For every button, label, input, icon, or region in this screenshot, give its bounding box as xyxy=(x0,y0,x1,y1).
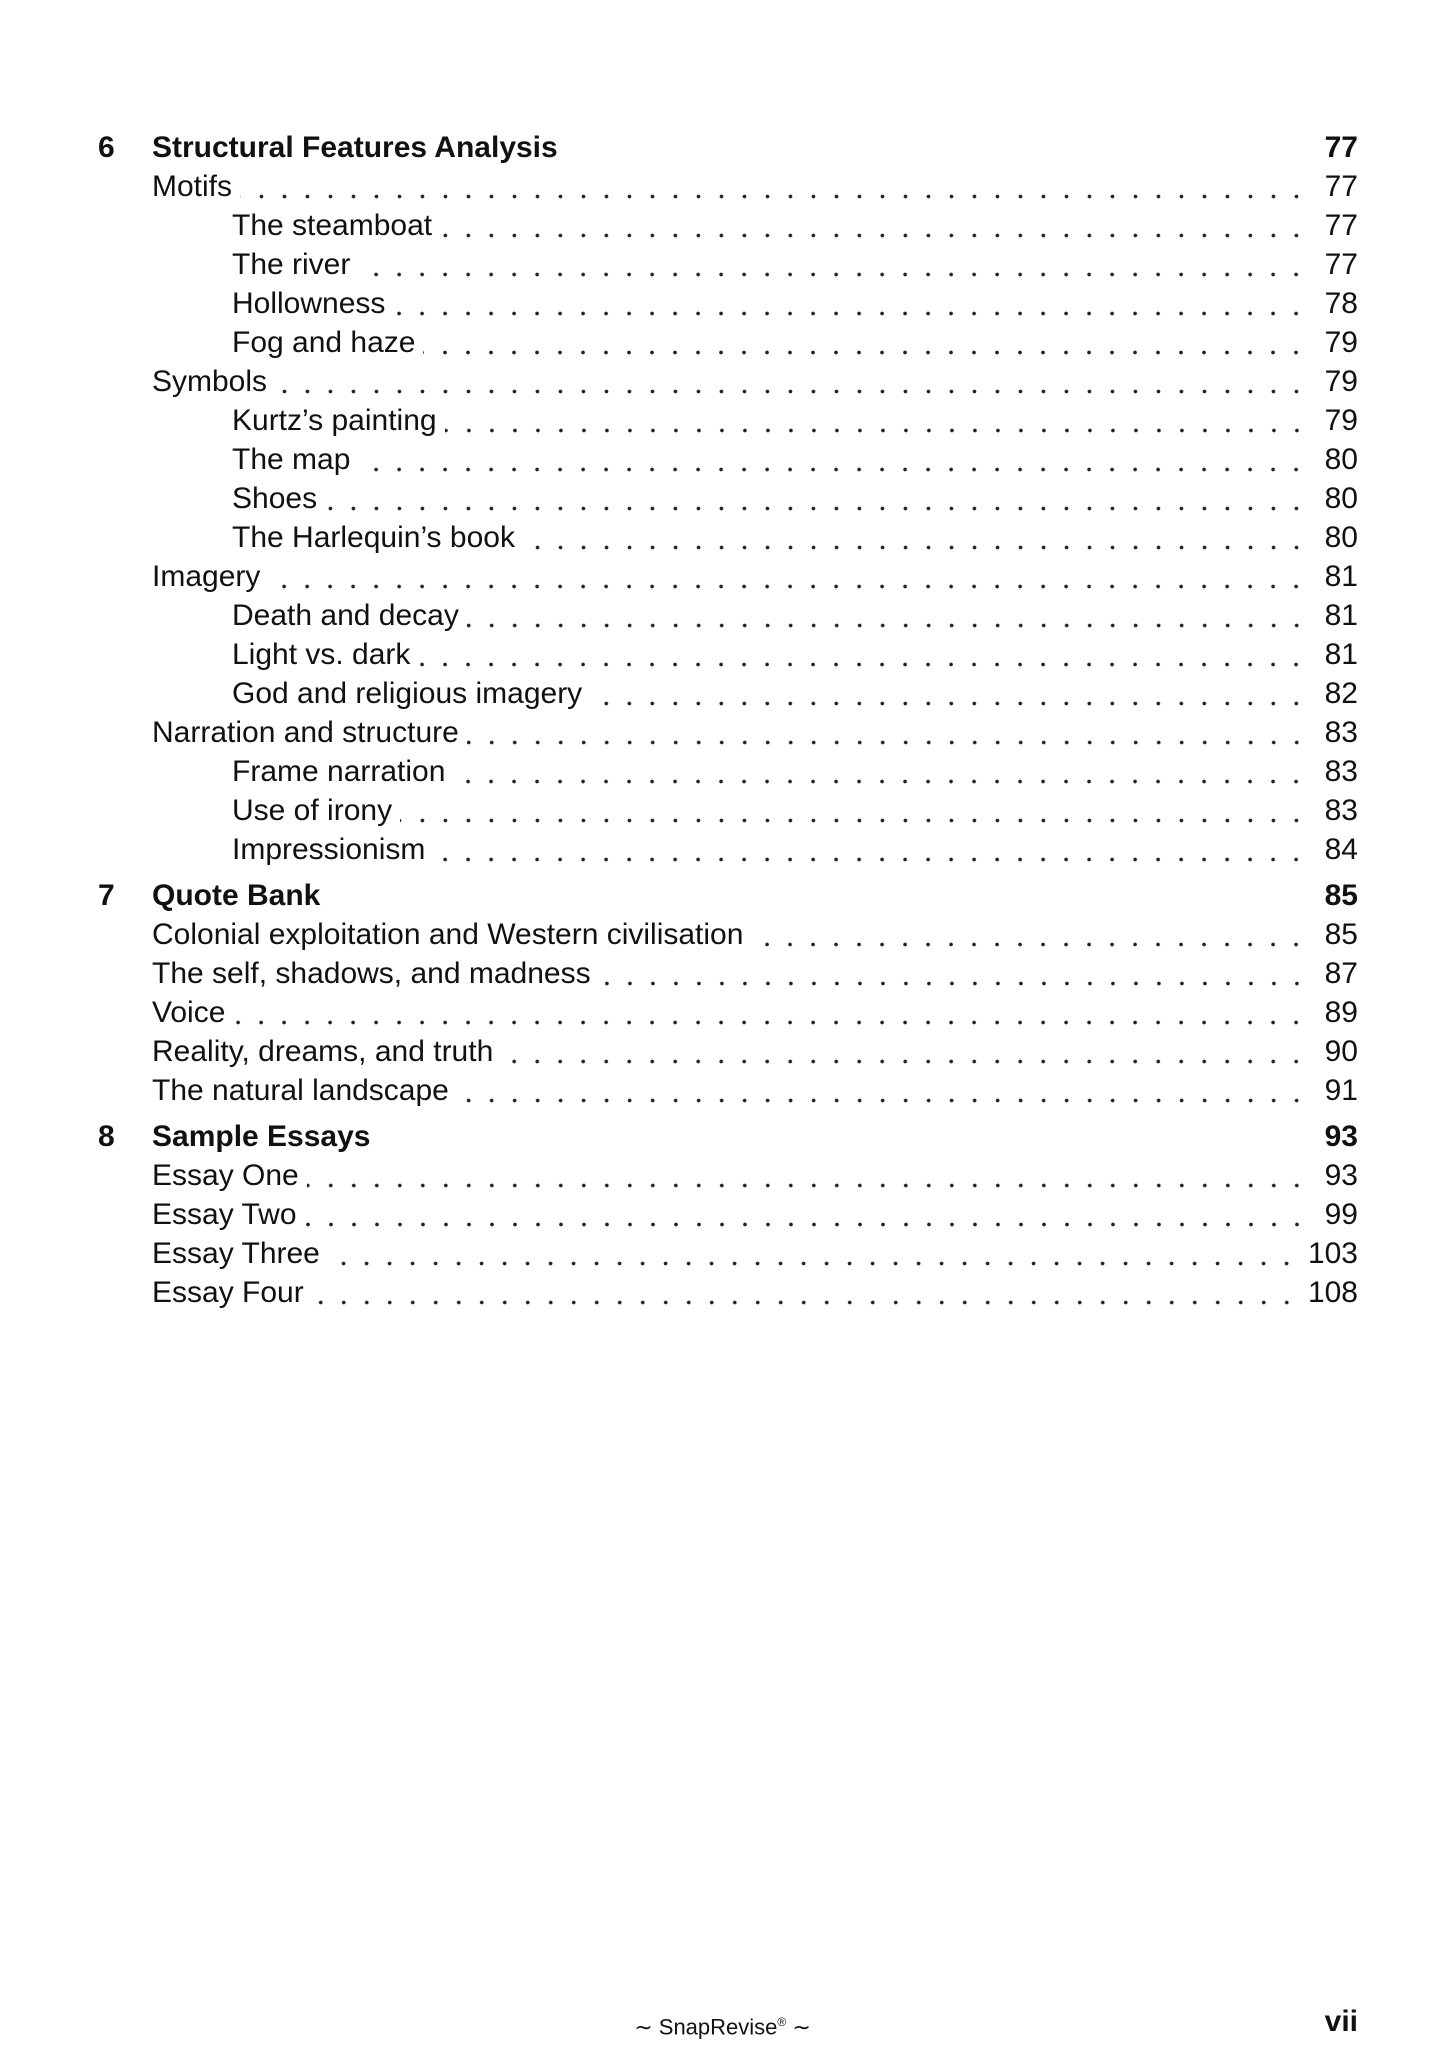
dot-leader xyxy=(275,362,1308,401)
entry-page-number: 82 xyxy=(1324,677,1358,710)
toc-subsection-entry[interactable] xyxy=(98,791,1358,830)
entry-page-number: 83 xyxy=(1324,755,1358,788)
dot-leader xyxy=(440,206,1308,245)
toc-subsection-entry[interactable] xyxy=(98,479,1358,518)
dot-leader xyxy=(325,479,1308,518)
entry-title: Frame narration xyxy=(232,752,453,791)
toc-subsection-entry[interactable] xyxy=(98,518,1358,557)
entry-page-number: 108 xyxy=(1307,1276,1358,1309)
entry-title: The Harlequin’s book xyxy=(232,518,523,557)
toc-section-entry[interactable] xyxy=(98,915,1358,954)
entry-title: Colonial exploitation and Western civilisation xyxy=(152,915,751,954)
dot-leader xyxy=(312,1273,1298,1312)
entry-title: Shoes xyxy=(232,479,325,518)
toc-section-entry[interactable] xyxy=(98,1234,1358,1273)
entry-page-number: 77 xyxy=(1324,248,1358,281)
toc-subsection-entry[interactable] xyxy=(98,596,1358,635)
registered-mark: ® xyxy=(777,2015,787,2029)
toc-subsection-entry[interactable] xyxy=(98,752,1358,791)
entry-page-number: 81 xyxy=(1324,560,1358,593)
toc-subsection-entry[interactable] xyxy=(98,284,1358,323)
footer-brand-tilde: ∼ xyxy=(786,2014,811,2040)
toc-chapter-heading[interactable] xyxy=(98,876,1358,915)
entry-title: Kurtz’s painting xyxy=(232,401,445,440)
entry-page-number: 80 xyxy=(1324,521,1358,554)
dot-leader xyxy=(599,954,1308,993)
entry-title: Imagery xyxy=(152,557,268,596)
dot-leader xyxy=(233,993,1308,1032)
entry-page-number: 87 xyxy=(1324,957,1358,990)
entry-title: Essay Two xyxy=(152,1195,305,1234)
entry-page-number: 77 xyxy=(1324,170,1358,203)
chapter-page-number: 93 xyxy=(1324,1120,1358,1153)
entry-title: Impressionism xyxy=(232,830,433,869)
entry-title: Light vs. dark xyxy=(232,635,418,674)
entry-title: The natural landscape xyxy=(152,1071,457,1110)
dot-leader xyxy=(453,752,1308,791)
toc-subsection-entry[interactable] xyxy=(98,674,1358,713)
toc-section-entry[interactable] xyxy=(98,1156,1358,1195)
entry-page-number: 79 xyxy=(1324,404,1358,437)
entry-title: Fog and haze xyxy=(232,323,423,362)
entry-page-number: 80 xyxy=(1324,482,1358,515)
toc-subsection-entry[interactable] xyxy=(98,206,1358,245)
toc-subsection-entry[interactable] xyxy=(98,440,1358,479)
toc-section-entry[interactable] xyxy=(98,362,1358,401)
entry-title: Hollowness xyxy=(232,284,393,323)
chapter-page-number: 85 xyxy=(1324,879,1358,912)
dot-leader xyxy=(457,1071,1308,1110)
entry-title: Essay Three xyxy=(152,1234,328,1273)
dot-leader xyxy=(328,1234,1298,1273)
entry-page-number: 89 xyxy=(1324,996,1358,1029)
entry-title: Motifs xyxy=(152,167,240,206)
entry-page-number: 91 xyxy=(1324,1074,1358,1107)
table-of-contents xyxy=(98,128,1358,1312)
dot-leader xyxy=(467,596,1308,635)
page-footer xyxy=(0,2002,1445,2042)
entry-title: The self, shadows, and madness xyxy=(152,954,599,993)
entry-page-number: 79 xyxy=(1324,365,1358,398)
footer-brand xyxy=(0,2002,1445,2047)
entry-title: Voice xyxy=(152,993,233,1032)
entry-title: Reality, dreams, and truth xyxy=(152,1032,501,1071)
chapter-page-number: 77 xyxy=(1324,131,1358,164)
dot-leader xyxy=(400,791,1308,830)
entry-page-number: 79 xyxy=(1324,326,1358,359)
toc-section-entry[interactable] xyxy=(98,557,1358,596)
toc-chapter-heading[interactable] xyxy=(98,1117,1358,1156)
entry-page-number: 77 xyxy=(1324,209,1358,242)
dot-leader xyxy=(305,1195,1308,1234)
page-number: vii xyxy=(1324,2005,1358,2038)
toc-section-entry[interactable] xyxy=(98,1071,1358,1110)
dot-leader xyxy=(590,674,1308,713)
chapter-number: 7 xyxy=(98,879,115,912)
dot-leader xyxy=(268,557,1308,596)
entry-page-number: 90 xyxy=(1324,1035,1358,1068)
toc-section-entry[interactable] xyxy=(98,954,1358,993)
entry-title: Essay One xyxy=(152,1156,307,1195)
dot-leader xyxy=(358,245,1308,284)
toc-section-entry[interactable] xyxy=(98,713,1358,752)
entry-title: The river xyxy=(232,245,358,284)
entry-title: Death and decay xyxy=(232,596,467,635)
entry-page-number: 81 xyxy=(1324,638,1358,671)
entry-page-number: 93 xyxy=(1324,1159,1358,1192)
entry-page-number: 81 xyxy=(1324,599,1358,632)
entry-title: Essay Four xyxy=(152,1273,312,1312)
toc-chapter-heading[interactable] xyxy=(98,128,1358,167)
chapter-title: Quote Bank xyxy=(152,879,321,912)
dot-leader xyxy=(393,284,1308,323)
entry-page-number: 83 xyxy=(1324,716,1358,749)
entry-page-number: 84 xyxy=(1324,833,1358,866)
chapter-title: Sample Essays xyxy=(152,1120,371,1153)
dot-leader xyxy=(240,167,1308,206)
entry-page-number: 80 xyxy=(1324,443,1358,476)
dot-leader xyxy=(751,915,1308,954)
dot-leader xyxy=(501,1032,1308,1071)
entry-title: Use of irony xyxy=(232,791,400,830)
chapter-number: 8 xyxy=(98,1120,115,1153)
dot-leader xyxy=(445,401,1308,440)
toc-subsection-entry[interactable] xyxy=(98,401,1358,440)
entry-page-number: 78 xyxy=(1324,287,1358,320)
entry-title: Narration and structure xyxy=(152,713,467,752)
toc-subsection-entry[interactable] xyxy=(98,635,1358,674)
dot-leader xyxy=(423,323,1308,362)
entry-page-number: 85 xyxy=(1324,918,1358,951)
toc-section-entry[interactable] xyxy=(98,1195,1358,1234)
entry-title: God and religious imagery xyxy=(232,674,590,713)
chapter-title: Structural Features Analysis xyxy=(152,131,558,164)
entry-page-number: 83 xyxy=(1324,794,1358,827)
entry-title: The steamboat xyxy=(232,206,440,245)
toc-subsection-entry[interactable] xyxy=(98,245,1358,284)
entry-page-number: 99 xyxy=(1324,1198,1358,1231)
dot-leader xyxy=(467,713,1308,752)
toc-section-entry[interactable] xyxy=(98,1273,1358,1312)
dot-leader xyxy=(433,830,1308,869)
entry-title: The map xyxy=(232,440,358,479)
toc-subsection-entry[interactable] xyxy=(98,323,1358,362)
dot-leader xyxy=(418,635,1308,674)
dot-leader xyxy=(358,440,1308,479)
footer-brand-text: ∼ SnapRevise xyxy=(634,2014,778,2040)
entry-title: Symbols xyxy=(152,362,275,401)
chapter-number: 6 xyxy=(98,131,115,164)
toc-section-entry[interactable] xyxy=(98,1032,1358,1071)
toc-section-entry[interactable] xyxy=(98,167,1358,206)
entry-page-number: 103 xyxy=(1307,1237,1358,1270)
toc-subsection-entry[interactable] xyxy=(98,830,1358,869)
dot-leader xyxy=(523,518,1308,557)
toc-section-entry[interactable] xyxy=(98,993,1358,1032)
dot-leader xyxy=(307,1156,1308,1195)
